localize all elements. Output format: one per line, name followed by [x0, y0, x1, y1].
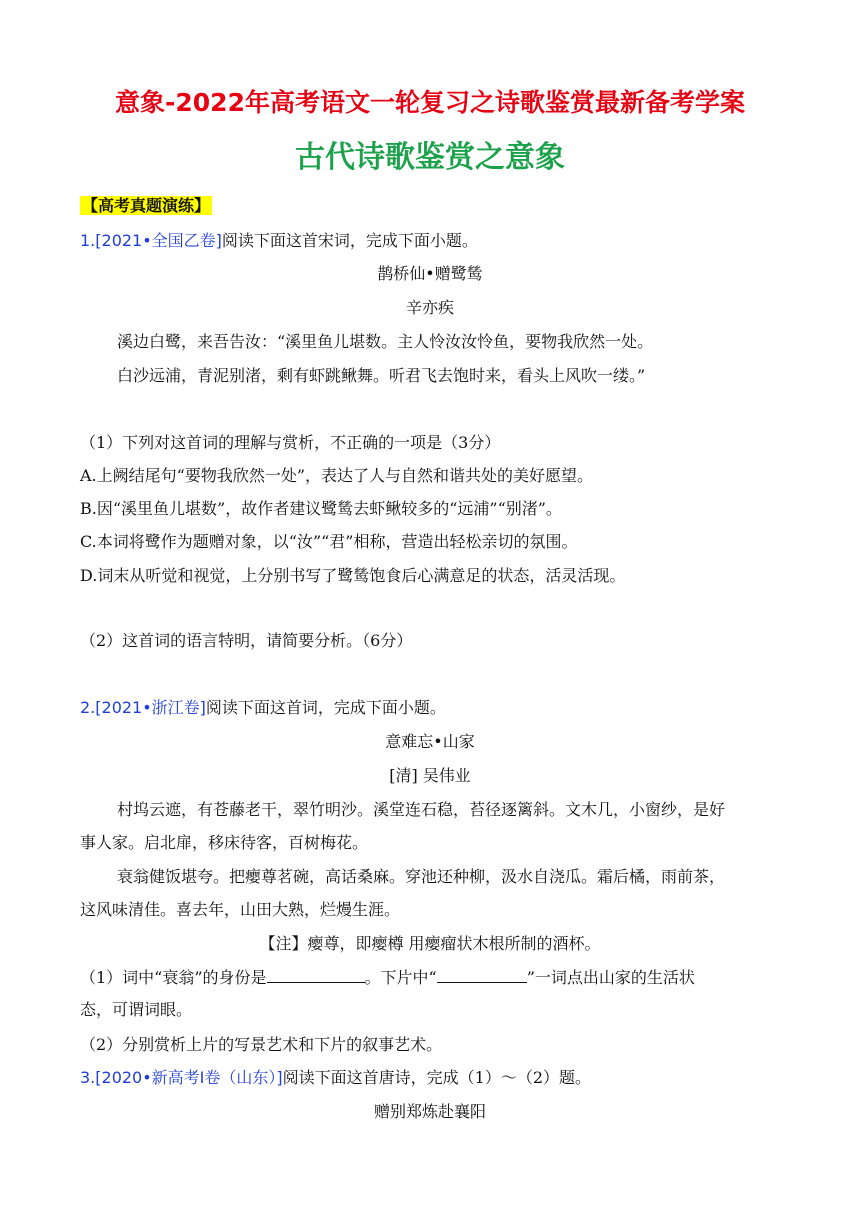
q1-option-c: C.本词将鹭作为题赠对象，以“汝”“君”相称，营造出轻松亲切的氛围。: [80, 532, 578, 551]
answer-blank[interactable]: [267, 966, 365, 983]
q1-option-a: A.上阙结尾句“要物我欣然一处”，表达了人与自然和谐共处的美好愿望。: [80, 466, 594, 485]
q2-poem-line: 这风味清佳。喜去年，山田大熟，烂熳生涯。: [80, 900, 401, 919]
q3-intro: 阅读下面这首唐诗，完成（1）～（2）题。: [282, 1068, 592, 1087]
q2-sub1-text: （1）词中“衰翁”的身份是: [80, 968, 267, 987]
q1-sub-question-2: （2）这首词的语言特明，请简要分析。（6分）: [80, 631, 413, 650]
document-title: 意象-2022年高考语文一轮复习之诗歌鉴赏最新备考学案: [115, 88, 745, 117]
q2-sub1-text: ”一词点出山家的生活状: [526, 968, 695, 987]
q1-option-d: D.词末从听觉和视觉，上分别书写了鹭鸶饱食后心满意足的状态，活灵活现。: [80, 566, 626, 585]
q2-poem-line: 衰翁健饭堪夸。把瘿尊茗碗，高话桑麻。穿池还种柳，汲水自浇瓜。霜后橘，雨前茶，: [117, 867, 726, 886]
q2-poem-line: 村坞云遮，有苍藤老干，翠竹明沙。溪堂连石稳，苔径逐篱斜。文木几，小窗纱，是好: [117, 800, 726, 819]
q2-sub1-text: 。下片中“: [364, 968, 437, 987]
answer-blank[interactable]: [437, 966, 527, 983]
q1-source: 1.[2021•全国乙卷]: [80, 231, 222, 250]
q3-source: 3.[2020•新高考Ⅰ卷（山东）]: [80, 1068, 283, 1087]
q2-heading: [80, 697, 446, 719]
q1-intro: 阅读下面这首宋词，完成下面小题。: [221, 231, 478, 250]
q2-sub-question-1: [80, 966, 695, 989]
q2-sub-question-1-cont: 态，可谓词眼。: [80, 1000, 193, 1019]
section-label-line: [80, 195, 212, 217]
section-label: 【高考真题演练】: [82, 196, 211, 215]
q1-poem-line: 白沙远浦，青泥别渚，剩有虾跳鳅舞。听君飞去饱时来，看头上风吹一缕。”: [117, 366, 646, 385]
q1-sub-question-1: （1）下列对这首词的理解与赏析，不正确的一项是（3分）: [80, 433, 501, 452]
q3-poem-title: 赠别郑炼赴襄阳: [373, 1102, 486, 1121]
q2-source: 2.[2021•浙江卷]: [80, 698, 206, 717]
q2-poem-author: [清] 吴伟业: [389, 766, 471, 785]
q2-poem-line: 事人家。启北扉，移床待客，百树梅花。: [80, 833, 369, 852]
q1-heading: [80, 230, 478, 252]
q2-intro: 阅读下面这首词，完成下面小题。: [205, 698, 446, 717]
q1-poem-author: 辛亦疾: [405, 298, 454, 317]
q3-heading: [80, 1067, 591, 1089]
document-subtitle: 古代诗歌鉴赏之意象: [295, 140, 565, 175]
q1-option-b: B.因“溪里鱼儿堪数”，故作者建议鹭鸶去虾鳅较多的“远浦”“别渚”。: [80, 499, 562, 518]
q2-sub-question-2: （2）分别赏析上片的写景艺术和下片的叙事艺术。: [80, 1035, 443, 1054]
q1-poem-line: 溪边白鹭，来吾告汝：“溪里鱼儿堪数。主人怜汝汝怜鱼，要物我欣然一处。: [117, 332, 654, 351]
q1-poem-title: 鹊桥仙•赠鹭鸶: [377, 264, 483, 283]
q2-poem-title: 意难忘•山家: [385, 732, 475, 751]
q2-note: 【注】瘿尊，即瘿樽 用瘿瘤状木根所制的酒杯。: [259, 934, 601, 953]
